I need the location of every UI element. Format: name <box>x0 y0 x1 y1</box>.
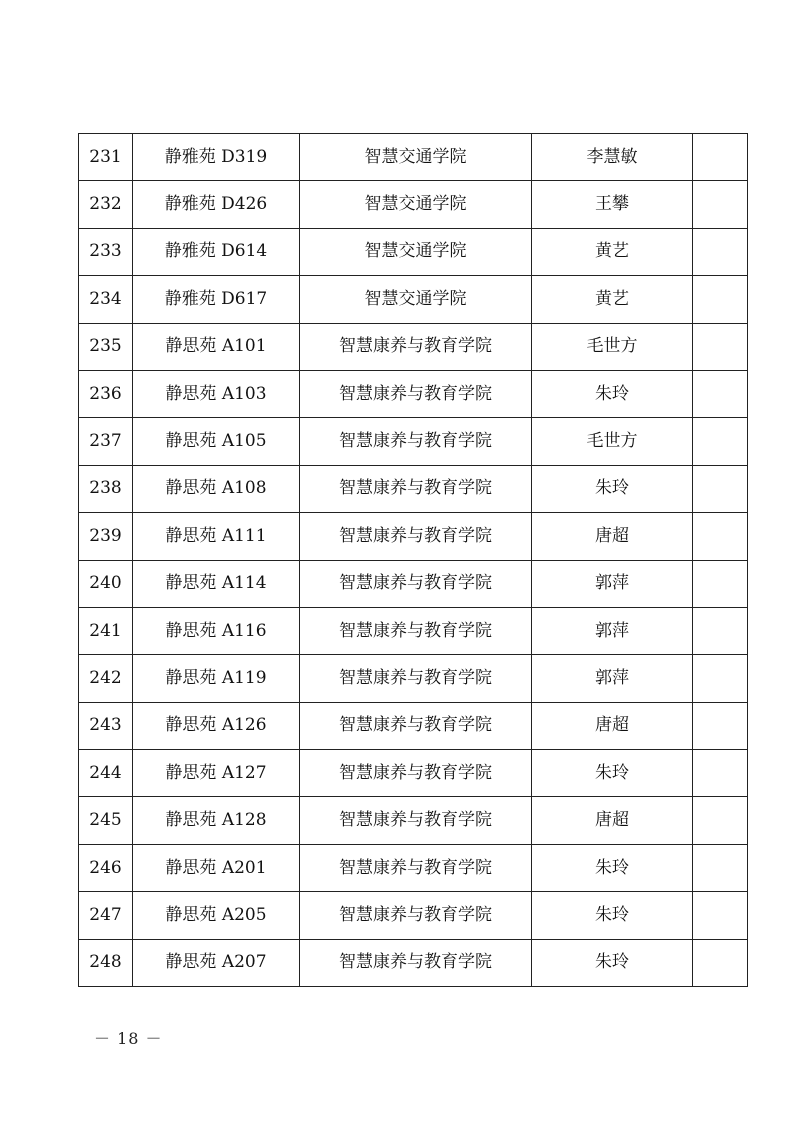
note-cell <box>693 276 748 323</box>
college-cell: 智慧康养与教育学院 <box>300 560 532 607</box>
person-cell: 郭萍 <box>532 560 693 607</box>
note-cell <box>693 607 748 654</box>
table-row <box>79 939 748 986</box>
college-cell: 智慧康养与教育学院 <box>300 655 532 702</box>
table-row <box>79 892 748 939</box>
table-row <box>79 702 748 749</box>
note-cell <box>693 702 748 749</box>
row-number-cell: 244 <box>79 750 133 797</box>
room-cell: 静思苑 A105 <box>133 418 300 465</box>
note-cell <box>693 513 748 560</box>
college-cell: 智慧交通学院 <box>300 181 532 228</box>
table-row <box>79 797 748 844</box>
college-cell: 智慧康养与教育学院 <box>300 607 532 654</box>
person-cell: 唐超 <box>532 513 693 560</box>
table-row <box>79 465 748 512</box>
row-number-cell: 233 <box>79 228 133 275</box>
note-cell <box>693 892 748 939</box>
college-cell: 智慧交通学院 <box>300 228 532 275</box>
row-number-cell: 237 <box>79 418 133 465</box>
college-cell: 智慧康养与教育学院 <box>300 370 532 417</box>
table-body <box>79 134 748 987</box>
person-cell: 毛世方 <box>532 418 693 465</box>
college-cell: 智慧康养与教育学院 <box>300 513 532 560</box>
row-number-cell: 231 <box>79 134 133 181</box>
person-cell: 毛世方 <box>532 323 693 370</box>
table-row <box>79 418 748 465</box>
college-cell: 智慧康养与教育学院 <box>300 797 532 844</box>
room-cell: 静思苑 A205 <box>133 892 300 939</box>
person-cell: 黄艺 <box>532 228 693 275</box>
row-number-cell: 232 <box>79 181 133 228</box>
college-cell: 智慧康养与教育学院 <box>300 465 532 512</box>
table-row <box>79 323 748 370</box>
row-number-cell: 248 <box>79 939 133 986</box>
person-cell: 郭萍 <box>532 607 693 654</box>
table-row <box>79 370 748 417</box>
person-cell: 朱玲 <box>532 939 693 986</box>
college-cell: 智慧康养与教育学院 <box>300 939 532 986</box>
room-cell: 静思苑 A114 <box>133 560 300 607</box>
row-number-cell: 239 <box>79 513 133 560</box>
room-cell: 静思苑 A126 <box>133 702 300 749</box>
college-cell: 智慧康养与教育学院 <box>300 702 532 749</box>
room-cell: 静思苑 A128 <box>133 797 300 844</box>
person-cell: 唐超 <box>532 702 693 749</box>
room-cell: 静雅苑 D426 <box>133 181 300 228</box>
room-cell: 静雅苑 D319 <box>133 134 300 181</box>
row-number-cell: 247 <box>79 892 133 939</box>
table-row <box>79 134 748 181</box>
row-number-cell: 242 <box>79 655 133 702</box>
note-cell <box>693 418 748 465</box>
room-cell: 静思苑 A103 <box>133 370 300 417</box>
row-number-cell: 238 <box>79 465 133 512</box>
table-row <box>79 655 748 702</box>
note-cell <box>693 134 748 181</box>
table-row <box>79 750 748 797</box>
note-cell <box>693 844 748 891</box>
college-cell: 智慧康养与教育学院 <box>300 892 532 939</box>
person-cell: 朱玲 <box>532 892 693 939</box>
row-number-cell: 243 <box>79 702 133 749</box>
person-cell: 李慧敏 <box>532 134 693 181</box>
table-row <box>79 560 748 607</box>
row-number-cell: 234 <box>79 276 133 323</box>
college-cell: 智慧康养与教育学院 <box>300 844 532 891</box>
dormitory-table <box>78 133 748 987</box>
table-row <box>79 181 748 228</box>
room-cell: 静雅苑 D617 <box>133 276 300 323</box>
person-cell: 朱玲 <box>532 750 693 797</box>
room-cell: 静思苑 A108 <box>133 465 300 512</box>
table-row <box>79 228 748 275</box>
row-number-cell: 241 <box>79 607 133 654</box>
person-cell: 黄艺 <box>532 276 693 323</box>
room-cell: 静思苑 A111 <box>133 513 300 560</box>
room-cell: 静思苑 A207 <box>133 939 300 986</box>
room-cell: 静思苑 A116 <box>133 607 300 654</box>
row-number-cell: 246 <box>79 844 133 891</box>
note-cell <box>693 797 748 844</box>
table-row <box>79 844 748 891</box>
college-cell: 智慧交通学院 <box>300 276 532 323</box>
row-number-cell: 245 <box>79 797 133 844</box>
row-number-cell: 240 <box>79 560 133 607</box>
college-cell: 智慧交通学院 <box>300 134 532 181</box>
note-cell <box>693 465 748 512</box>
note-cell <box>693 370 748 417</box>
person-cell: 朱玲 <box>532 370 693 417</box>
note-cell <box>693 560 748 607</box>
table-row <box>79 513 748 560</box>
person-cell: 王攀 <box>532 181 693 228</box>
person-cell: 唐超 <box>532 797 693 844</box>
room-cell: 静思苑 A119 <box>133 655 300 702</box>
college-cell: 智慧康养与教育学院 <box>300 418 532 465</box>
person-cell: 朱玲 <box>532 465 693 512</box>
row-number-cell: 236 <box>79 370 133 417</box>
note-cell <box>693 228 748 275</box>
note-cell <box>693 181 748 228</box>
table-row <box>79 607 748 654</box>
note-cell <box>693 750 748 797</box>
page-number: － 18 － <box>94 1029 163 1048</box>
room-cell: 静雅苑 D614 <box>133 228 300 275</box>
room-cell: 静思苑 A101 <box>133 323 300 370</box>
note-cell <box>693 655 748 702</box>
note-cell <box>693 939 748 986</box>
room-cell: 静思苑 A127 <box>133 750 300 797</box>
table-row <box>79 276 748 323</box>
person-cell: 郭萍 <box>532 655 693 702</box>
note-cell <box>693 323 748 370</box>
row-number-cell: 235 <box>79 323 133 370</box>
college-cell: 智慧康养与教育学院 <box>300 750 532 797</box>
room-cell: 静思苑 A201 <box>133 844 300 891</box>
person-cell: 朱玲 <box>532 844 693 891</box>
college-cell: 智慧康养与教育学院 <box>300 323 532 370</box>
